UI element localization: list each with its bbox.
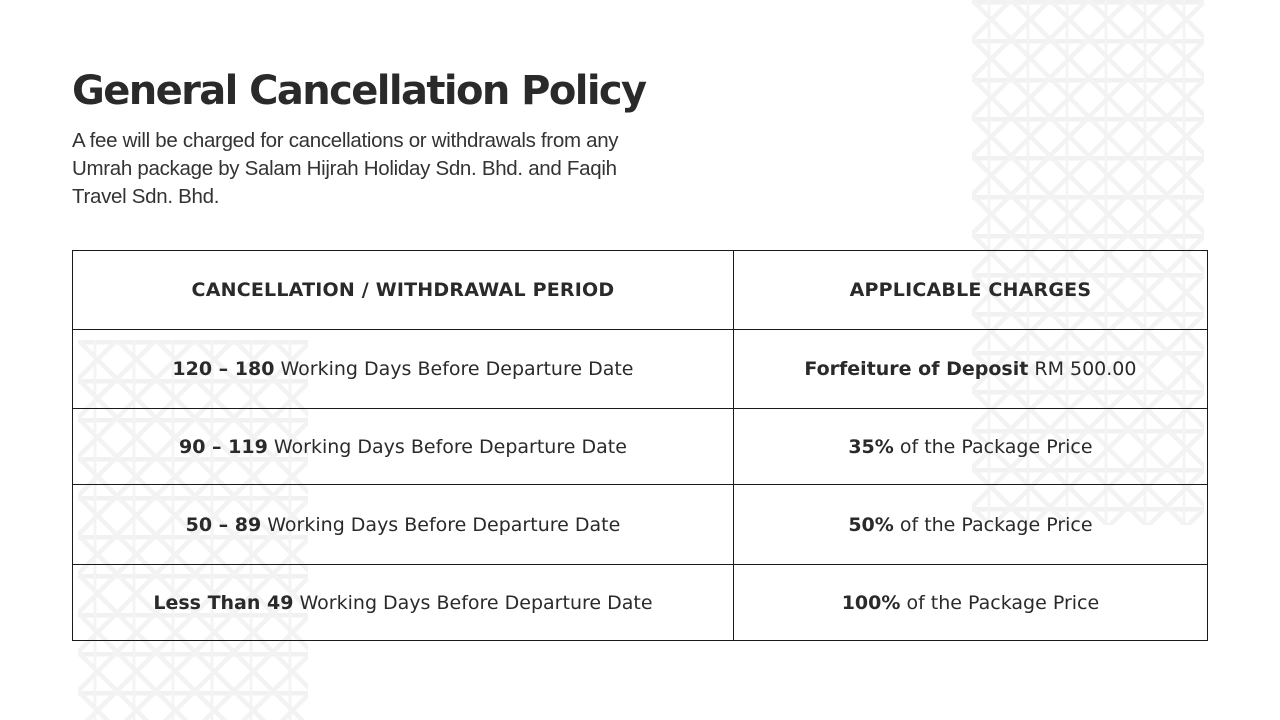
cancellation-table: [72, 250, 1208, 641]
column-header-charges: APPLICABLE CHARGES: [733, 251, 1207, 330]
period-text: Working Days Before Departure Date: [274, 358, 634, 380]
table-header-row: [73, 251, 1208, 330]
charge-amount: 50%: [848, 513, 894, 536]
period-range: Less Than 49: [153, 591, 294, 614]
table-row: [73, 330, 1208, 409]
charge-text: of the Package Price: [900, 591, 1100, 614]
period-cell: [73, 330, 734, 409]
charge-amount: 100%: [841, 591, 901, 614]
period-cell: [73, 409, 734, 485]
period-text: Working Days Before Departure Date: [267, 435, 627, 458]
period-cell: [73, 565, 734, 641]
period-text: Working Days Before Departure Date: [293, 591, 653, 614]
policy-description: A fee will be charged for cancellations or withdrawals from any Umrah package by Salam Hijrah Holiday Sdn. Bhd. and Faqih Travel Sdn. Bhd.: [72, 129, 619, 208]
table-row: [73, 565, 1208, 641]
table-row: [73, 485, 1208, 565]
column-header-period: CANCELLATION / WITHDRAWAL PERIOD: [73, 251, 734, 330]
period-range: 90 – 119: [178, 435, 268, 458]
table-row: [73, 409, 1208, 485]
charge-cell: [733, 330, 1207, 409]
page-title: General Cancellation Policy: [72, 68, 646, 114]
period-range: 120 – 180: [172, 358, 275, 380]
period-range: 50 – 89: [185, 513, 262, 536]
charge-text: of the Package Price: [893, 513, 1093, 536]
charge-cell: [733, 409, 1207, 485]
charge-amount: Forfeiture of Deposit: [804, 358, 1029, 380]
charge-text: of the Package Price: [893, 435, 1093, 458]
charge-amount: 35%: [848, 435, 894, 458]
charge-text: RM 500.00: [1028, 358, 1137, 380]
charge-cell: [733, 565, 1207, 641]
period-text: Working Days Before Departure Date: [261, 513, 621, 536]
charge-cell: [733, 485, 1207, 565]
period-cell: [73, 485, 734, 565]
